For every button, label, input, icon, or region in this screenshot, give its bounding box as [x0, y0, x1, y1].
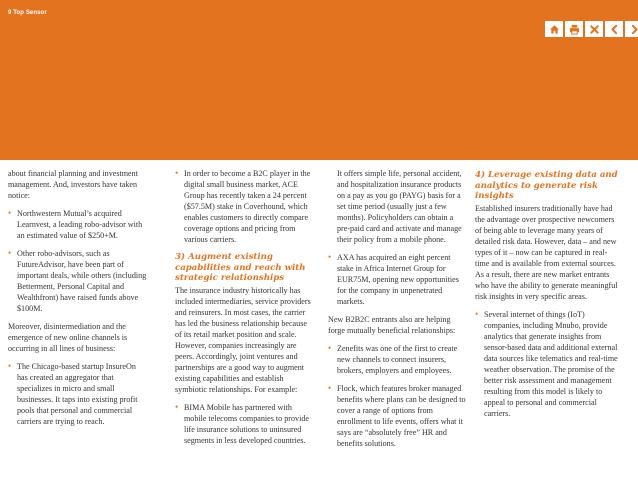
text-column-4	[475, 168, 618, 426]
close-button[interactable]	[585, 21, 603, 37]
print-button[interactable]	[565, 21, 583, 37]
list-item: • Other robo-advisors, such as FutureAdvisor, have been part of important deals, while others (including Betterment, Personal Capital and Wealthfront) have raised funds above $100M.	[8, 248, 148, 314]
paragraph: Moreover, disintermediation and the emergence of new online channels is occurring in all lines of business:	[8, 322, 128, 353]
list-item: • AXA has acquired an eight percent stake in Africa Internet Group for EUR75M, opening new opportunities for the company in unpenetrated markets.	[328, 252, 468, 307]
list-item: • Northwestern Mutual’s acquired Learnvest, a leading robo-advisor with an estimated value of $250+M.	[8, 208, 148, 241]
close-icon	[589, 24, 600, 35]
previous-page-button[interactable]	[605, 21, 623, 37]
section-heading: 3) Augment existing capabilities and reach with strategic relationships	[175, 252, 306, 283]
page-navigation	[545, 21, 638, 37]
list-item: • Zenefits was one of the first to create new channels to connect insurers, brokers, employers and employees.	[328, 343, 468, 376]
bullet-list	[475, 309, 618, 419]
paragraph: Established insurers traditionally have had the advantage over prospective newcomers of being able to leverage many years of detailed risk data. However, data – and new types of it – now can be captured in real-time and is available from external sources. As a result, there are new market entrants who have the ability to generate meaningful risk insights in very specific areas.	[475, 203, 618, 301]
paragraph: The insurance industry historically has included intermediaries, service providers and reinsurers. In most cases, the carrier has led the business relationship because of its retail market position and scale. However, companies increasingly are peers. Accordingly, joint ventures and partnerships are a good way to augment existing capabilities and establish symbiotic relationships. For example:	[175, 285, 311, 394]
text-column-1	[8, 168, 148, 434]
chevron-right-icon	[629, 24, 638, 35]
paragraph: New B2B2C entrants also are helping forge mutually beneficial relationships:	[328, 315, 456, 335]
bullet-list	[8, 208, 148, 314]
list-item: • The Chicago-based startup InsureOn has created an aggregator that specializes in micro and small businesses. It taps into existing profit pools that personal and commercial carriers are trying to reach.	[8, 361, 148, 427]
home-button[interactable]	[545, 21, 563, 37]
chevron-left-icon	[609, 24, 620, 35]
list-item: • Several internet of things (IoT) companies, including Mnubo, provide analytics that generate insights from sensor-based data and additional external data sources like telematics and real-time weather observation. The promise of the better risk assessment and management resulting from this model is likely to appeal to personal and commercial carriers.	[475, 309, 618, 419]
bullet-list	[8, 361, 148, 427]
section-heading: 4) Leverage existing data and analytics to generate risk insights	[475, 170, 618, 201]
list-item: • Flock, which features broker managed benefits where plans can be designed to cover a range of options from enrollment to life events, offers what it says are “absolutely free” HR and benefits solutions.	[328, 383, 468, 449]
section-label: 9 Top Sensor	[8, 10, 47, 16]
bullet-list	[175, 402, 315, 446]
next-page-button[interactable]	[625, 21, 638, 37]
list-item: • BIMA Mobile has partnered with mobile telecoms companies to provide life insurance solutions to uninsured segments in less developed countries.	[175, 402, 315, 446]
print-icon	[569, 24, 580, 35]
bullet-list	[328, 168, 468, 307]
paragraph: about financial planning and investment management. And, investors have taken notice:	[8, 169, 138, 200]
home-icon	[549, 24, 560, 35]
list-item: • In order to become a B2C player in the digital small business market, ACE Group has recently taken a 24 percent ($57.5M) stake in Coverhound, which enables customers to directly compare coverage options and pricing from various carriers.	[175, 168, 315, 245]
text-column-3	[328, 168, 468, 456]
list-item-continued: It offers simple life, personal accident, and hospitalization insurance products on a pay as you go (PAYG) basis for a set time period (usually just a few months). Policyholders can obtain a pre-paid card and activate and manage their policy from a mobile phone.	[337, 169, 462, 244]
text-column-2	[175, 168, 315, 453]
bullet-list	[175, 168, 315, 245]
bullet-list	[328, 343, 468, 449]
header-banner	[0, 0, 638, 160]
